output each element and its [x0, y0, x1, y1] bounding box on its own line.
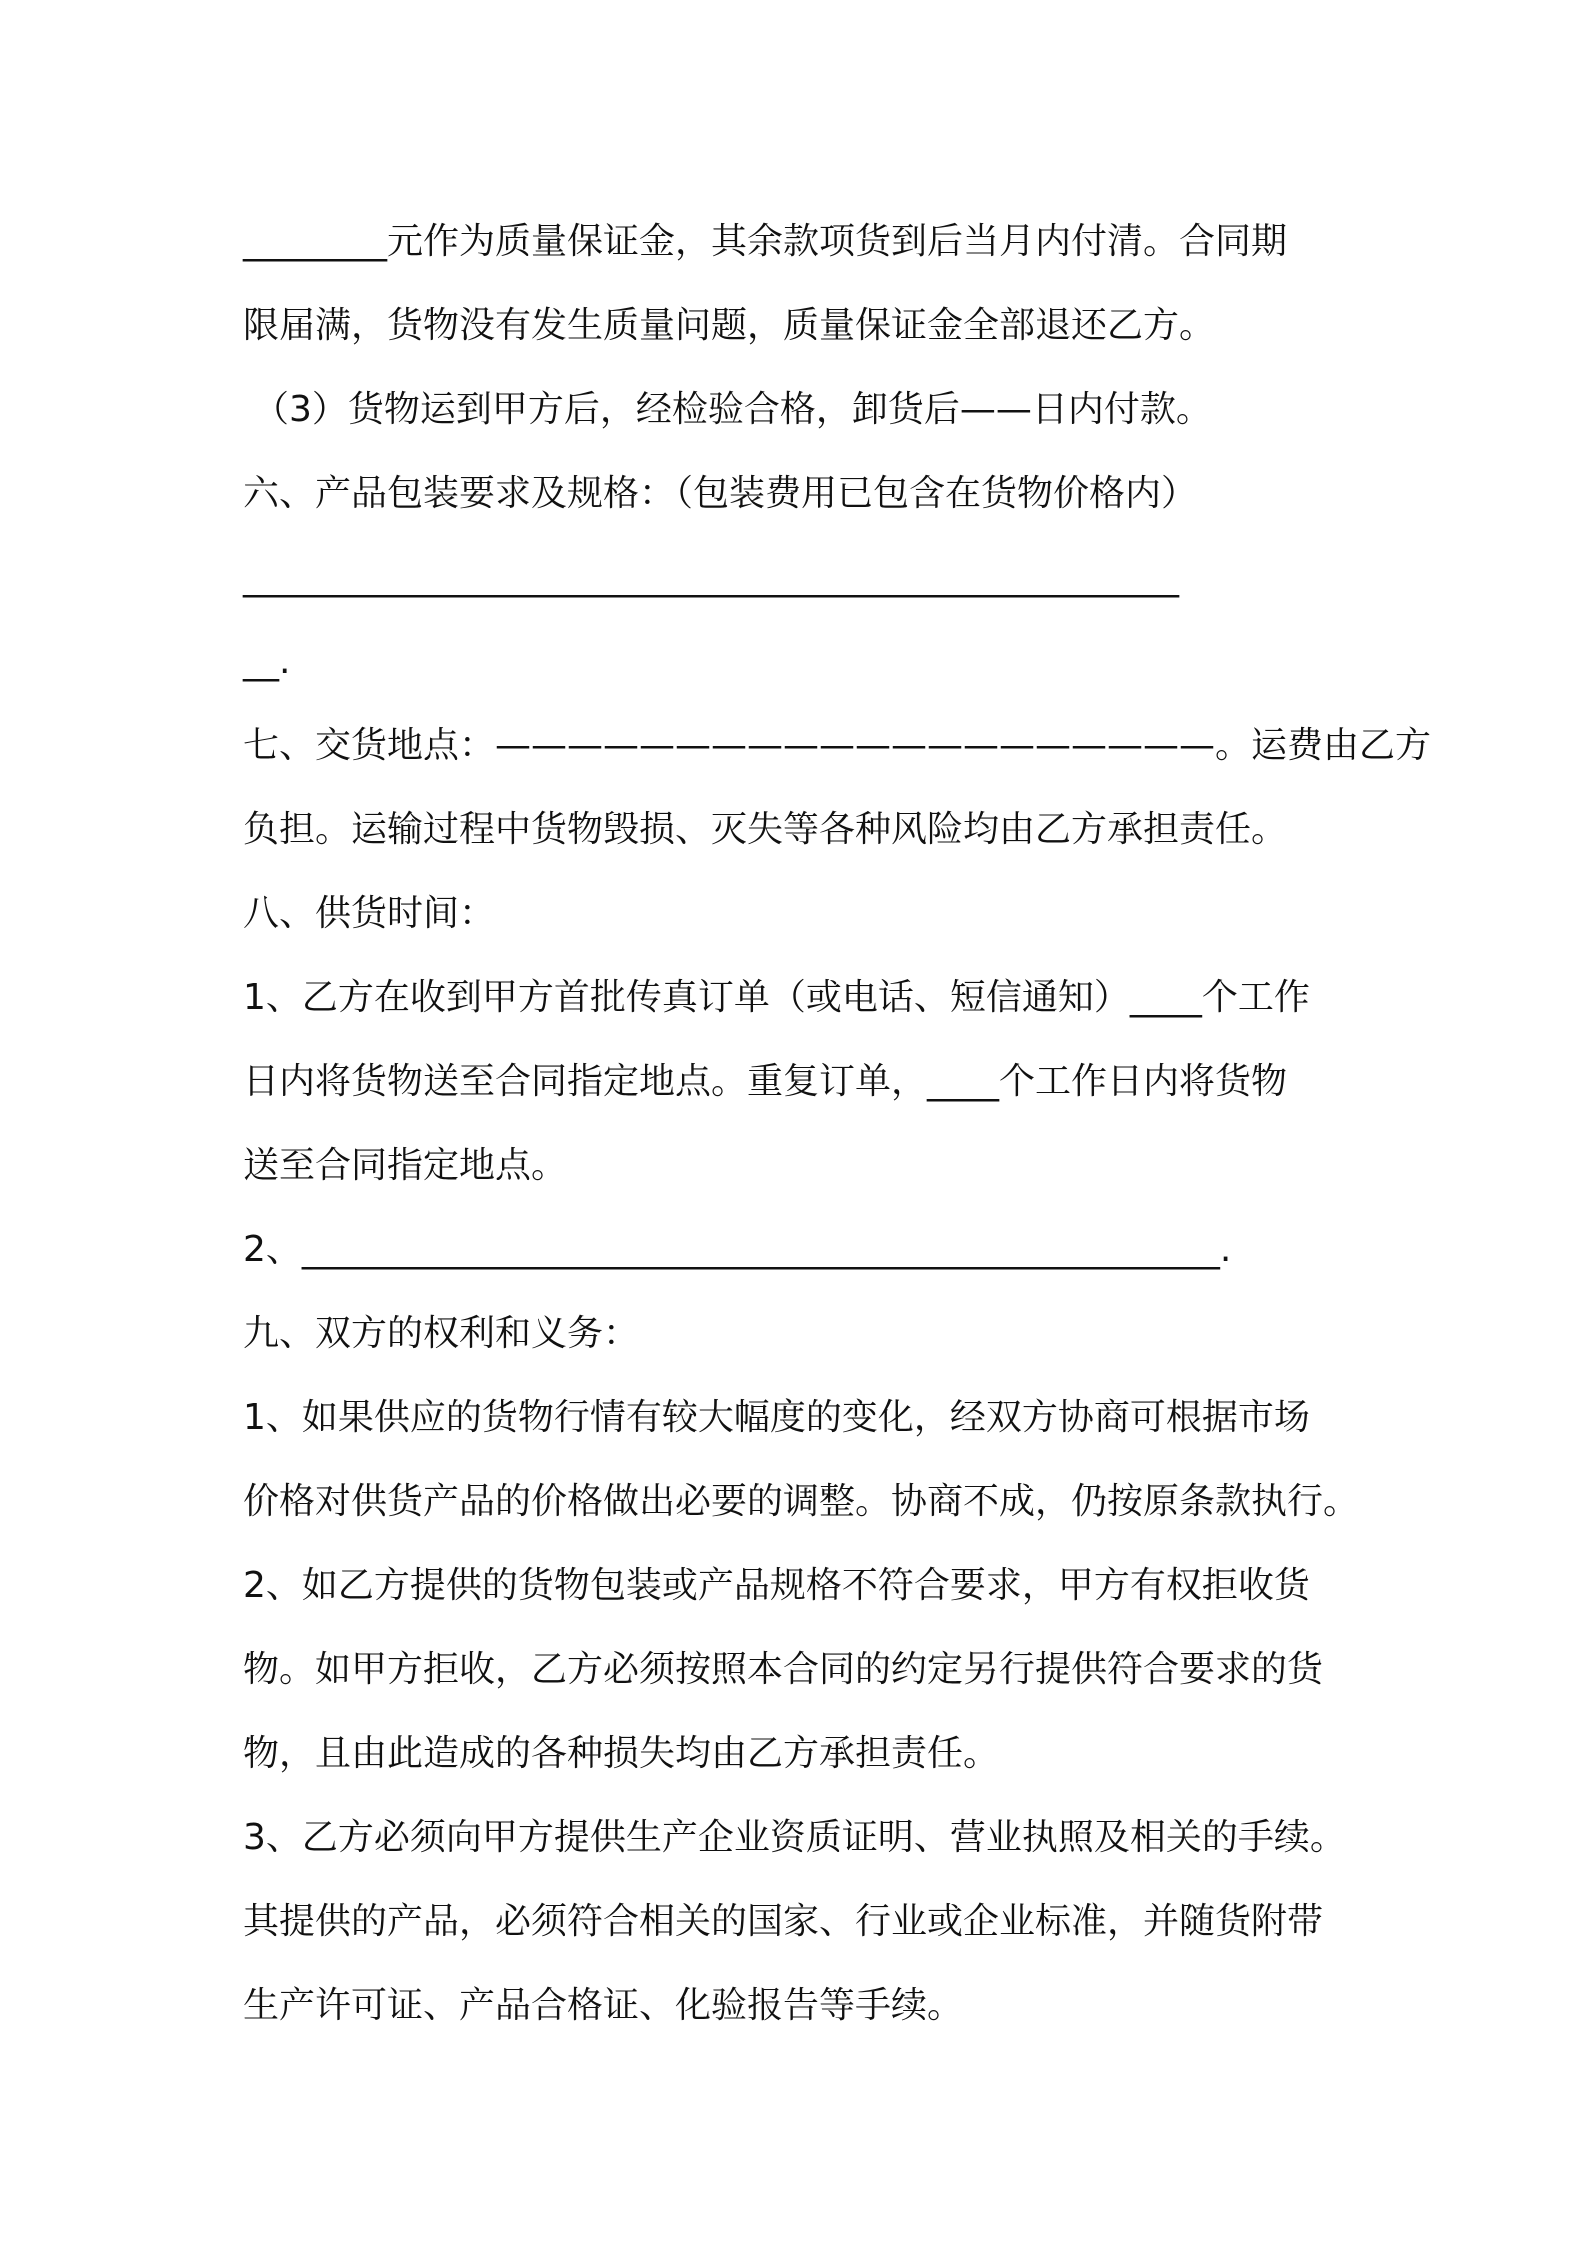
blank-fill-line: ____________________________________________________ — [243, 557, 1179, 598]
text-line: 物，且由此造成的各种损失均由乙方承担责任。 — [243, 1733, 1000, 1774]
section-heading-supply-time: 八、供货时间： — [243, 893, 496, 934]
text-line: 2、如乙方提供的货物包装或产品规格不符合要求，甲方有权拒收货 — [243, 1565, 1310, 1606]
text-line: 3、乙方必须向甲方提供生产企业资质证明、营业执照及相关的手续。 — [243, 1817, 1346, 1858]
text-line: 送至合同指定地点。 — [243, 1145, 568, 1186]
document-page — [243, 200, 1432, 2048]
section-heading-delivery-location: 七、交货地点：————————————————————。运费由乙方 — [243, 725, 1432, 766]
text-line: 物。如甲方拒收，乙方必须按照本合同的约定另行提供符合要求的货 — [243, 1649, 1324, 1690]
text-line: 负担。运输过程中货物毁损、灭失等各种风险均由乙方承担责任。 — [243, 809, 1288, 850]
text-line: 其提供的产品，必须符合相关的国家、行业或企业标准，并随货附带 — [243, 1901, 1324, 1942]
text-line: ________元作为质量保证金，其余款项货到后当月内付清。合同期 — [243, 221, 1288, 262]
section-heading-packaging: 六、产品包装要求及规格：（包装费用已包含在货物价格内） — [243, 473, 1198, 514]
text-line: 价格对供货产品的价格做出必要的调整。协商不成，仍按原条款执行。 — [243, 1481, 1360, 1522]
text-line: 1、乙方在收到甲方首批传真订单（或电话、短信通知）____个工作 — [243, 977, 1310, 1018]
text-line: 1、如果供应的货物行情有较大幅度的变化，经双方协商可根据市场 — [243, 1397, 1310, 1438]
blank-fill-line: __. — [243, 641, 291, 682]
text-line: 限届满，货物没有发生质量问题，质量保证金全部退还乙方。 — [243, 305, 1216, 346]
text-line: （3）货物运到甲方后，经检验合格，卸货后——日内付款。 — [253, 389, 1212, 430]
section-heading-rights-obligations: 九、双方的权利和义务： — [243, 1313, 640, 1354]
blank-fill-line: 2、___________________________________________________. — [243, 1229, 1232, 1270]
text-line: 生产许可证、产品合格证、化验报告等手续。 — [243, 1985, 964, 2026]
text-line: 日内将货物送至合同指定地点。重复订单，____个工作日内将货物 — [243, 1061, 1288, 1102]
